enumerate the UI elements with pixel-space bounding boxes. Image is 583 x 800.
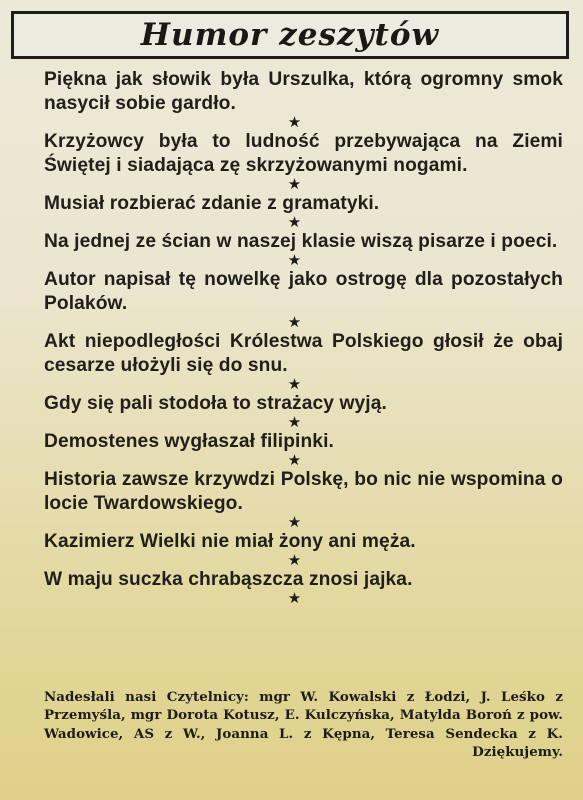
star-separator-icon: ★	[287, 452, 302, 469]
joke-item: Gdy się pali stodoła to strażacy wyją.	[44, 393, 387, 414]
credits-paragraph: Nadesłali nasi Czytelnicy: mgr W. Kowalski z Łodzi, J. Leśko z Przemyśla, mgr Dorota Kotusz, E. Kulczyńska, Matylda Boroń z pow. Wadowice, AS z W., Joanna L. z Kępna, Teresa Sendecka z K. Dziękujemy.	[44, 689, 563, 760]
joke-item: W maju suczka chrabąszcza znosi jajka.	[44, 569, 413, 590]
star-separator-icon: ★	[287, 414, 302, 431]
joke-item: Musiał rozbierać zdanie z gramatyki.	[44, 193, 380, 214]
star-separator-icon: ★	[287, 376, 302, 393]
joke-item: Piękna jak słowik była Urszulka, którą ogromny smok nasycił sobie gardło.	[44, 69, 563, 114]
joke-item: Na jednej ze ścian w naszej klasie wiszą pisarze i poeci.	[44, 231, 558, 252]
jokes-list	[44, 68, 563, 606]
joke-item: Kazimierz Wielki nie miał żony ani męża.	[44, 531, 416, 552]
joke-item: Demostenes wygłaszał filipinki.	[44, 431, 334, 452]
star-separator-icon: ★	[287, 214, 302, 231]
star-separator-icon: ★	[287, 514, 302, 531]
page-title: Humor zeszytów	[140, 16, 440, 53]
joke-item: Krzyżowcy była to ludność przebywająca na Ziemi Świętej i siadająca zę skrzyżowanymi nogami.	[44, 131, 563, 176]
title-box	[11, 11, 569, 59]
star-separator-icon: ★	[287, 252, 302, 269]
star-separator-icon: ★	[287, 114, 302, 131]
joke-item: Historia zawsze krzywdzi Polskę, bo nic nie wspomina o locie Twardowskiego.	[44, 469, 563, 514]
star-separator-icon: ★	[287, 552, 302, 569]
star-separator-icon: ★	[287, 176, 302, 193]
star-separator-icon: ★	[287, 314, 302, 331]
joke-item: Autor napisał tę nowelkę jako ostrogę dla pozostałych Polaków.	[44, 269, 563, 314]
star-separator-icon: ★	[287, 590, 302, 607]
joke-item: Akt niepodległości Królestwa Polskiego głosił że obaj cesarze ułożyli się do snu.	[44, 331, 563, 376]
